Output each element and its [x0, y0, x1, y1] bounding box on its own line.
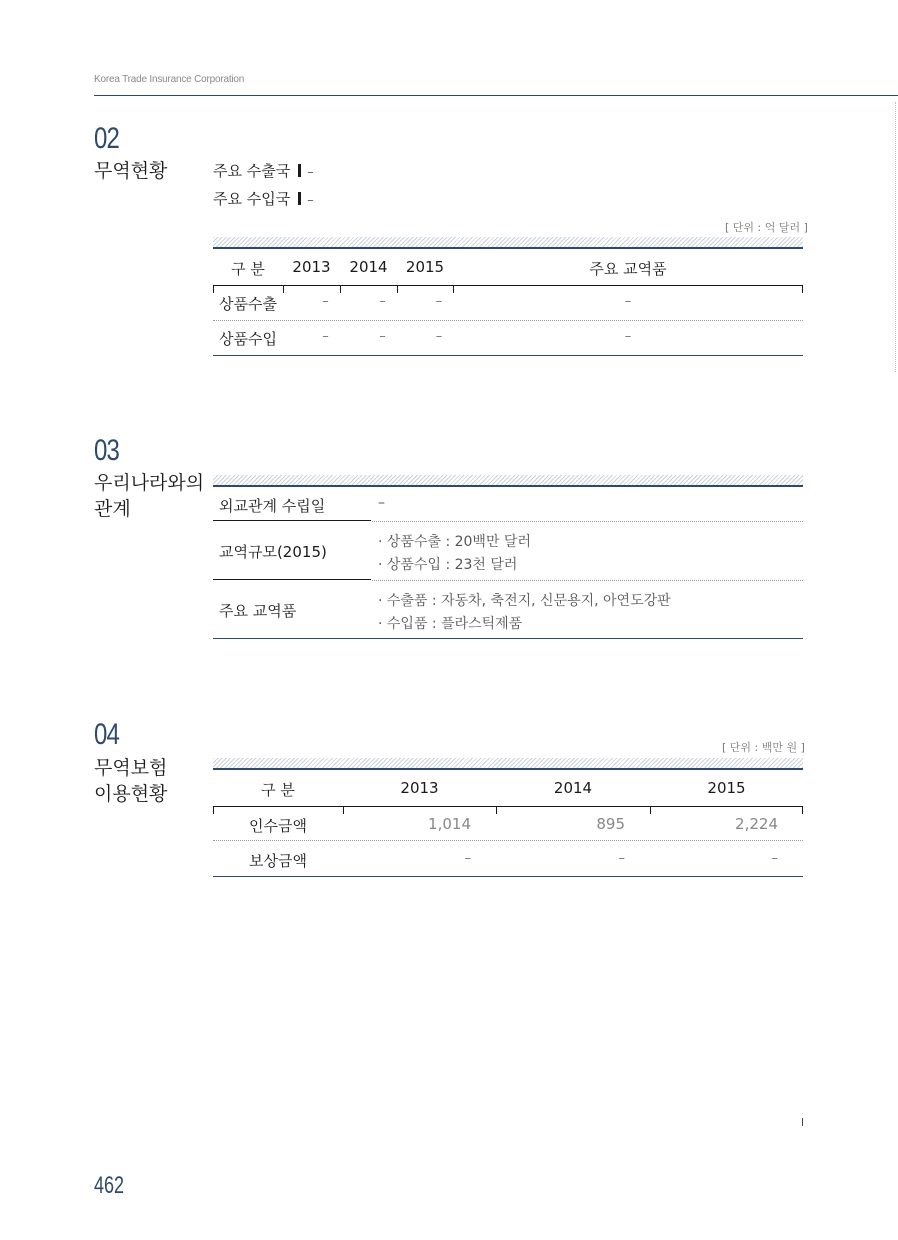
- running-header: Korea Trade Insurance Corporation: [94, 74, 245, 85]
- section-04-number: 04: [94, 718, 120, 751]
- table-row-label: 상품수입: [219, 330, 277, 348]
- relations-row-label: 교역규모(2015): [219, 543, 327, 561]
- section-04-title-line2: 이용현황: [94, 783, 168, 805]
- bracket-tick: [283, 285, 284, 293]
- bracket-tick: [213, 285, 214, 293]
- side-dotted-rule: [895, 102, 896, 372]
- bracket-tick: [496, 806, 497, 814]
- bracket-tick: [340, 285, 341, 293]
- table-cell: –: [464, 851, 471, 866]
- header-category: 구 분: [231, 260, 265, 278]
- label-rule: [213, 579, 371, 580]
- header-2014: 2014: [349, 258, 388, 276]
- bracket-tick: [343, 806, 344, 814]
- table-cell: 895: [596, 815, 625, 833]
- header-2015: 2015: [707, 779, 746, 797]
- section-03-title-line1: 우리나라와의: [94, 472, 205, 494]
- bracket-tick: [650, 806, 651, 814]
- hatch-band: [213, 475, 803, 485]
- table-top-rule: [213, 768, 803, 770]
- trade-unit-label: [ 단위 : 억 달러 ]: [725, 221, 808, 234]
- table-cell: –: [322, 329, 329, 344]
- major-import-label: 주요 수입국: [213, 190, 291, 208]
- row-divider: [372, 521, 803, 522]
- header-2014: 2014: [553, 779, 593, 797]
- hatch-band: [213, 758, 803, 768]
- section-03-title-line2: 관계: [94, 498, 131, 520]
- major-export-value: –: [307, 165, 314, 180]
- relations-row-label: 주요 교역품: [219, 602, 297, 620]
- relations-row-value: · 상품수입 : 23천 달러: [378, 557, 518, 573]
- table-bottom-rule: [213, 638, 803, 639]
- relations-row-value: · 수출품 : 자동차, 축전지, 신문용지, 아연도강판: [378, 593, 671, 609]
- major-import-line: [213, 188, 314, 209]
- section-03-number: 03: [94, 434, 120, 467]
- section-04-title-line1: 무역보험: [94, 757, 168, 779]
- table-cell: –: [618, 851, 625, 866]
- major-export-label: 주요 수출국: [213, 162, 291, 180]
- table-cell: 1,014: [428, 815, 471, 833]
- table-cell: –: [379, 294, 386, 309]
- table-top-rule: [213, 485, 803, 487]
- table-cell: 2,224: [735, 815, 778, 833]
- footer-tick: [802, 1118, 803, 1126]
- page-number: 462: [94, 1172, 125, 1199]
- table-cell: –: [624, 294, 632, 309]
- bracket-tick: [802, 285, 803, 293]
- section-02-number: 02: [94, 122, 120, 155]
- table-row-label: 상품수출: [219, 295, 277, 313]
- relations-row-value: –: [378, 495, 385, 511]
- table-cell: –: [379, 329, 386, 344]
- table-cell: –: [771, 851, 778, 866]
- header-bracket: [213, 285, 803, 294]
- relations-row-value: · 수입품 : 플라스틱제품: [378, 616, 523, 632]
- section-02-title: 무역현황: [94, 160, 168, 182]
- bracket-tick: [213, 806, 214, 814]
- header-2013: 2013: [400, 779, 439, 797]
- major-export-line: [213, 160, 314, 181]
- bracket-tick: [397, 285, 398, 293]
- header-2013: 2013: [292, 258, 331, 276]
- header-2015: 2015: [405, 258, 445, 276]
- table-cell: –: [435, 329, 443, 344]
- header-major-items: 주요 교역품: [589, 260, 667, 278]
- label-rule: [213, 520, 371, 521]
- header-category: 구 분: [261, 781, 295, 799]
- table-top-rule: [213, 247, 803, 249]
- table-cell: –: [624, 329, 632, 344]
- separator-bar: [298, 192, 301, 205]
- bracket-tick: [802, 806, 803, 814]
- row-divider: [213, 320, 803, 321]
- table-row-label: 인수금액: [249, 817, 307, 835]
- table-row-label: 보상금액: [249, 852, 307, 870]
- table-bottom-rule: [213, 876, 803, 877]
- separator-bar: [298, 164, 301, 177]
- relations-row-value: · 상품수출 : 20백만 달러: [378, 534, 531, 550]
- header-bracket: [213, 806, 803, 815]
- insurance-unit-label: [ 단위 : 백만 원 ]: [722, 741, 805, 754]
- bracket-tick: [453, 285, 454, 293]
- row-divider: [213, 840, 803, 841]
- table-bottom-rule: [213, 355, 803, 356]
- header-rule: [94, 95, 898, 96]
- major-import-value: –: [307, 193, 314, 208]
- hatch-band: [213, 237, 803, 247]
- table-cell: –: [322, 294, 329, 309]
- table-cell: –: [435, 294, 443, 309]
- relations-row-label: 외교관계 수립일: [219, 497, 326, 515]
- row-divider: [372, 580, 803, 581]
